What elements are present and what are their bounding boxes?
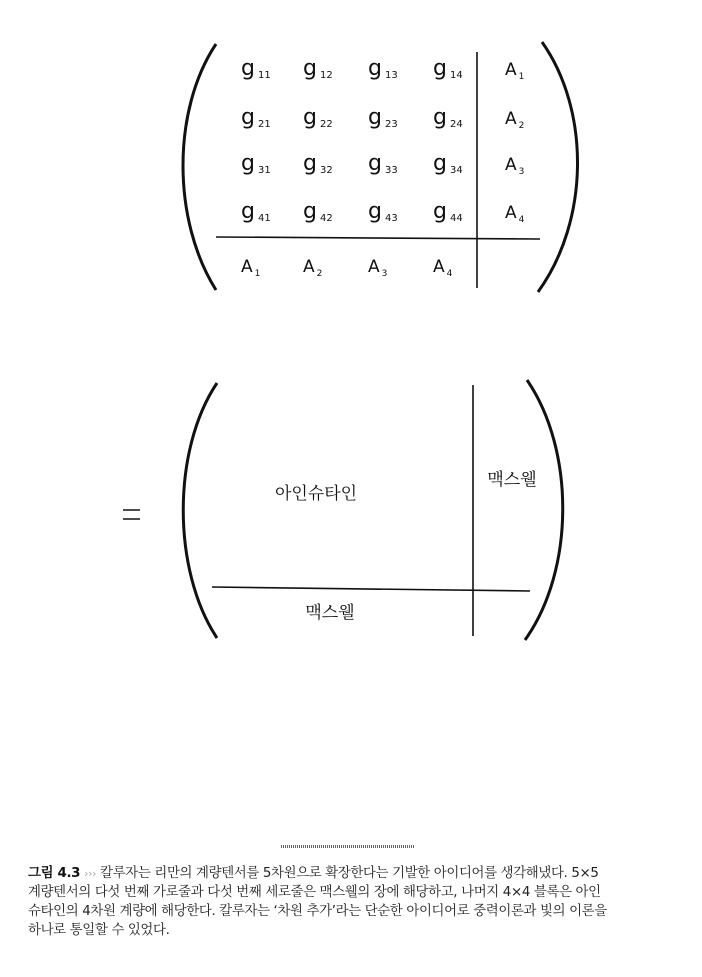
right-parenthesis <box>538 42 578 292</box>
matrix-entry-3-2: g 32 <box>303 151 333 176</box>
matrix-entry-subscript: 3 <box>381 269 388 279</box>
equals-sign <box>123 510 140 519</box>
matrix-entry-subscript: 1 <box>254 269 261 279</box>
matrix-entry-subscript: 3 <box>518 167 525 177</box>
matrix-entry-subscript: 22 <box>319 119 333 130</box>
caption-divider <box>281 845 415 848</box>
matrix-entry-1-1: g 11 <box>241 56 271 81</box>
matrix-entry-subscript: 23 <box>384 119 398 130</box>
matrix-entry-subscript: 11 <box>257 70 271 81</box>
caption-line-3: 슈타인의 4차원 계량에 해당한다. 칼루자는 ‘차원 추가’라는 단순한 아이디어로 중력이론과 빛의 이론을 <box>28 904 607 919</box>
caption-line-4: 하나로 통일할 수 있었다. <box>28 923 170 938</box>
matrix-entry-subscript: 31 <box>257 165 271 176</box>
matrix-entry-subscript: 34 <box>449 165 463 176</box>
matrix-entry-5-2: A $_2$ <box>303 257 323 279</box>
matrix-entry-subscript: 42 <box>319 213 333 224</box>
maxwell-row-label: 맥스웰 <box>305 603 355 623</box>
matrix-entry-4-5: A $_4$ <box>505 203 525 225</box>
matrix-entry-subscript: 44 <box>449 213 463 224</box>
matrix-entry-subscript: 43 <box>384 213 398 224</box>
matrix-entry-4-4: g 44 <box>433 199 463 224</box>
matrix-entry-subscript: 14 <box>449 70 463 81</box>
matrix-entry-1-3: g 13 <box>368 56 398 81</box>
metric-tensor-matrix <box>183 42 578 292</box>
left-parenthesis <box>183 44 216 290</box>
matrix-entry-3-3: g 33 <box>368 151 398 176</box>
matrix-entry-5-3: A $_3$ <box>368 257 388 279</box>
matrix-entry-subscript: 12 <box>319 70 333 81</box>
block-right-parenthesis <box>525 380 563 640</box>
matrix-entry-1-2: g 12 <box>303 56 333 81</box>
einstein-block-label: 아인슈타인 <box>274 484 358 504</box>
figure-caption <box>28 864 678 940</box>
matrix-entry-2-5: A $_2$ <box>505 109 525 131</box>
matrix-cells <box>241 56 525 279</box>
matrix-entry-3-4: g 34 <box>433 151 463 176</box>
matrix-entry-subscript: 24 <box>449 119 463 130</box>
matrix-entry-subscript: 2 <box>518 121 525 131</box>
matrix-entry-3-1: g 31 <box>241 151 271 176</box>
block-horizontal-divider <box>212 587 530 591</box>
caption-text-1: 칼루자는 리만의 계량텐서를 5차원으로 확장한다는 기발한 아이디어를 생각해냈다. 5×5 <box>96 866 599 881</box>
matrix-horizontal-divider <box>216 237 540 239</box>
matrix-entry-2-2: g 22 <box>303 105 333 130</box>
matrix-entry-subscript: 21 <box>257 119 271 130</box>
matrix-entry-subscript: 33 <box>384 165 398 176</box>
matrix-entry-subscript: 32 <box>319 165 333 176</box>
matrix-entry-2-3: g 23 <box>368 105 398 130</box>
caption-line-2: 계량텐서의 다섯 번째 가로줄과 다섯 번째 세로줄은 맥스웰의 장에 해당하고, 나머지 4×4 블록은 아인 <box>28 885 601 900</box>
matrix-entry-subscript: 41 <box>257 213 271 224</box>
matrix-entry-subscript: 4 <box>446 269 453 279</box>
matrix-entry-5-1: A $_1$ <box>241 257 261 279</box>
matrix-entry-4-2: g 42 <box>303 199 333 224</box>
maxwell-column-label: 맥스웰 <box>487 470 537 490</box>
matrix-entry-1-4: g 14 <box>433 56 463 81</box>
caption-line-1 <box>28 864 678 883</box>
matrix-entry-4-3: g 43 <box>368 199 398 224</box>
matrix-entry-2-4: g 24 <box>433 105 463 130</box>
matrix-entry-1-5: A $_1$ <box>505 60 525 82</box>
matrix-entry-subscript: 2 <box>316 269 323 279</box>
matrix-entry-subscript: 4 <box>518 215 525 225</box>
matrix-entry-2-1: g 21 <box>241 105 271 130</box>
caption-label: 그림 4.3 <box>28 866 81 881</box>
matrix-entry-5-4: A $_4$ <box>433 257 453 279</box>
block-left-parenthesis <box>183 383 217 638</box>
matrix-entry-3-5: A $_3$ <box>505 155 525 177</box>
caption-arrow-icon: ››› <box>84 867 97 880</box>
matrix-entry-subscript: 13 <box>384 70 398 81</box>
equals-symbol-text: = <box>0 0 1 1</box>
matrix-entry-subscript: 1 <box>518 72 525 82</box>
matrix-entry-4-1: g 41 <box>241 199 271 224</box>
